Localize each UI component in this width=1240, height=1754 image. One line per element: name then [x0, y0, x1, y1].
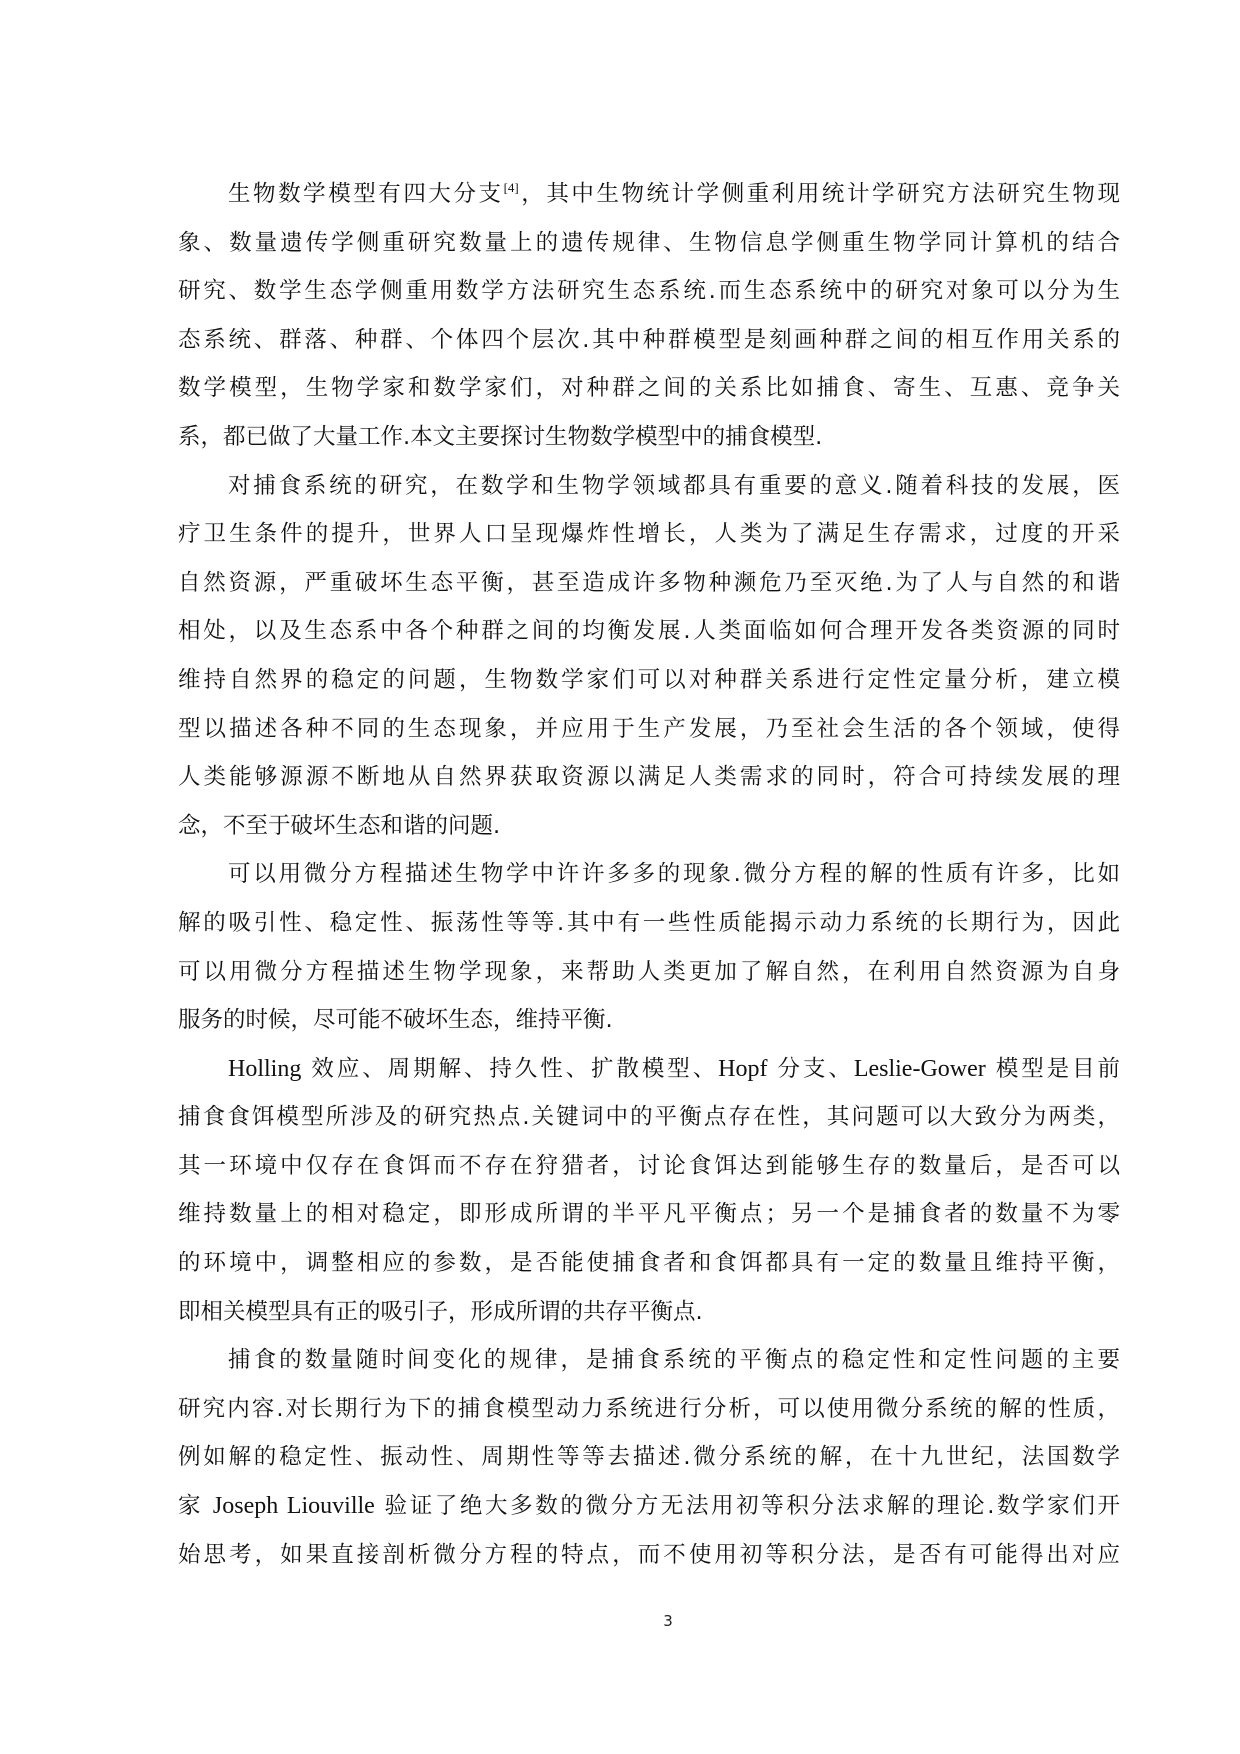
text-line: 研究内容.对长期行为下的捕食模型动力系统进行分析，可以使用微分系统的解的性质，: [178, 1395, 1120, 1422]
text-line: 数学模型，生物学家和数学家们，对种群之间的关系比如捕食、寄生、互惠、竞争关: [178, 375, 1120, 402]
text-line: 服务的时候，尽可能不破坏生态，维持平衡.: [178, 1007, 613, 1034]
paragraph-2: [178, 462, 1120, 851]
text-line: 其一环境中仅存在食饵而不存在狩猎者，讨论食饵达到能够生存的数量后，是否可以: [178, 1152, 1120, 1179]
text-line: Holling 效应、周期解、持久性、扩散模型、Hopf 分支、Leslie-Gower 模型是目前: [228, 1055, 1121, 1082]
text-line: 相处，以及生态系中各个种群之间的均衡发展.人类面临如何合理开发各类资源的同时: [178, 618, 1120, 645]
text-line: 系，都已做了大量工作.本文主要探讨生物数学模型中的捕食模型.: [178, 423, 823, 450]
text-line: 研究、数学生态学侧重用数学方法研究生态系统.而生态系统中的研究对象可以分为生: [178, 278, 1120, 305]
text-line: 对捕食系统的研究，在数学和生物学领域都具有重要的意义.随着科技的发展，医: [228, 472, 1120, 499]
paragraph-5: [178, 1336, 1120, 1579]
text-line: 疗卫生条件的提升，世界人口呈现爆炸性增长，人类为了满足生存需求，过度的开采: [178, 521, 1120, 548]
text-line: 捕食的数量随时间变化的规律，是捕食系统的平衡点的稳定性和定性问题的主要: [228, 1347, 1120, 1374]
text-line: 即相关模型具有正的吸引子，形成所谓的共存平衡点.: [178, 1298, 703, 1325]
body-text: [178, 170, 1120, 1579]
text-line: 念，不至于破坏生态和谐的问题.: [178, 812, 501, 839]
text-line: 的环境中，调整相应的参数，是否能使捕食者和食饵都具有一定的数量且维持平衡，: [178, 1250, 1120, 1277]
text-line: 例如解的稳定性、振动性、周期性等等去描述.微分系统的解，在十九世纪，法国数学: [178, 1444, 1120, 1471]
text-line: 生物数学模型有四大分支[4]，其中生物统计学侧重利用统计学研究方法研究生物现: [228, 180, 1120, 207]
text-line: 维持自然界的稳定的问题，生物数学家们可以对种群关系进行定性定量分析，建立模: [178, 666, 1120, 693]
text-line: 可以用微分方程描述生物学中许许多多的现象.微分方程的解的性质有许多，比如: [228, 861, 1120, 888]
text-line: 型以描述各种不同的生态现象，并应用于生产发展，乃至社会生活的各个领域，使得: [178, 715, 1120, 742]
text-line: 人类能够源源不断地从自然界获取资源以满足人类需求的同时，符合可持续发展的理: [178, 764, 1120, 791]
text-line: 自然资源，严重破坏生态平衡，甚至造成许多物种濒危乃至灭绝.为了人与自然的和谐: [178, 569, 1120, 596]
text-line: 捕食食饵模型所涉及的研究热点.关键词中的平衡点存在性，其问题可以大致分为两类，: [178, 1104, 1120, 1131]
text-line: 家 Joseph Liouville 验证了绝大多数的微分方无法用初等积分法求解的理论.数学家们开: [178, 1493, 1121, 1520]
citation-reference[interactable]: [4]: [503, 180, 519, 195]
text-line: 始思考，如果直接剖析微分方程的特点，而不使用初等积分法，是否有可能得出对应: [178, 1541, 1120, 1568]
page-number: 3: [663, 1612, 673, 1630]
text-line: 态系统、群落、种群、个体四个层次.其中种群模型是刻画种群之间的相互作用关系的: [178, 326, 1120, 353]
text-line: 维持数量上的相对稳定，即形成所谓的半平凡平衡点；另一个是捕食者的数量不为零: [178, 1201, 1120, 1228]
paragraph-4: [178, 1045, 1120, 1337]
text-line: 可以用微分方程描述生物学现象，来帮助人类更加了解自然，在利用自然资源为自身: [178, 958, 1120, 985]
text-line: 象、数量遗传学侧重研究数量上的遗传规律、生物信息学侧重生物学同计算机的结合: [178, 229, 1120, 256]
text-line: 解的吸引性、稳定性、振荡性等等.其中有一些性质能揭示动力系统的长期行为，因此: [178, 909, 1120, 936]
paragraph-1: [178, 170, 1120, 462]
paragraph-3: [178, 850, 1120, 1044]
